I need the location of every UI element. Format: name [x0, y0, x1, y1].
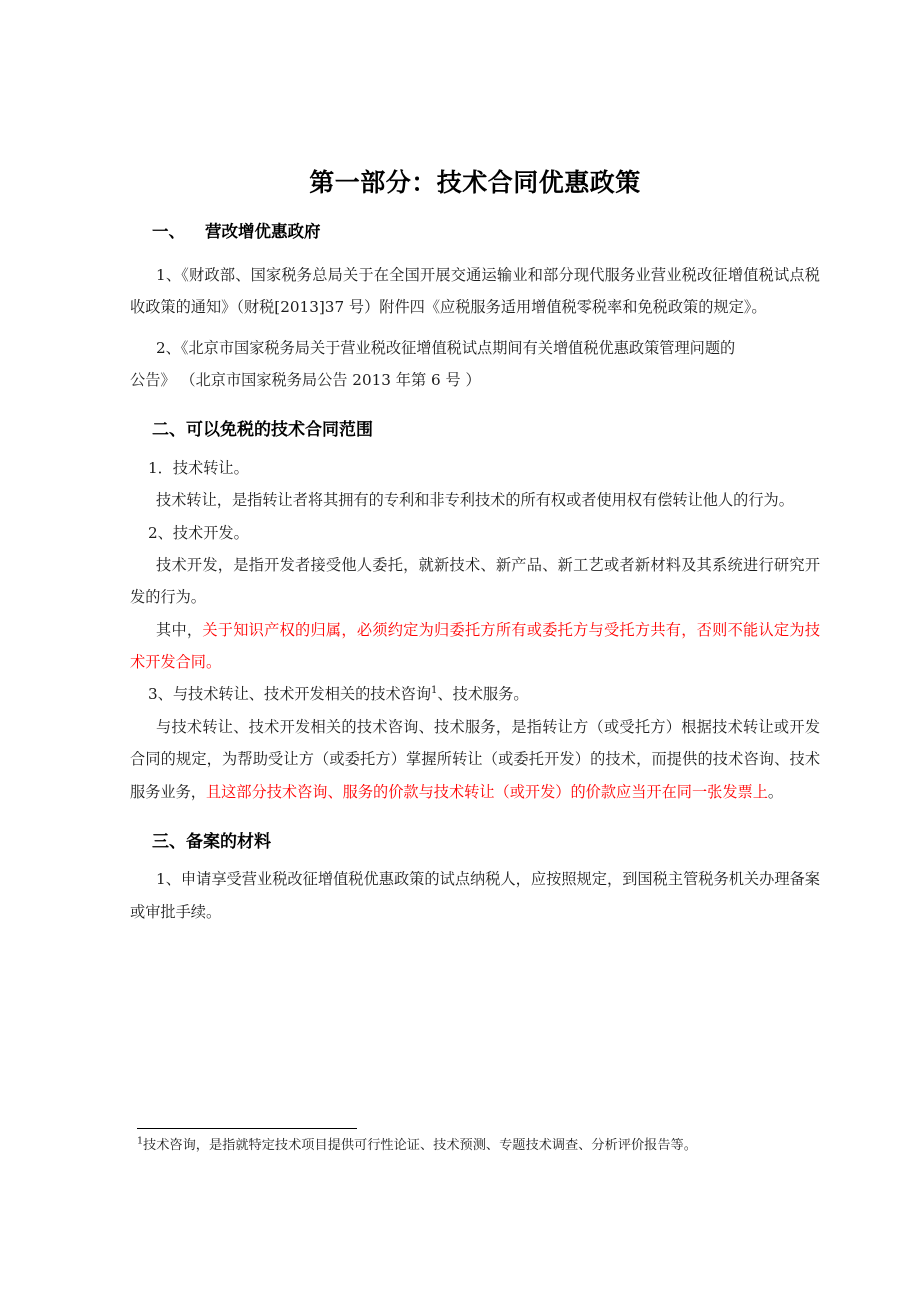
note-highlight-text: 关于知识产权的归属，必须约定为归委托方所有或委托方与受托方共有，否则不能认定为技术开发合同。	[130, 620, 820, 671]
page-title: 第一部分：技术合同优惠政策	[309, 168, 641, 197]
section-2-item-2-body: 技术开发，是指开发者接受他人委托，就新技术、新产品、新工艺或者新材料及其系统进行研究开发的行为。	[130, 555, 820, 607]
section-3-heading: 三、备案的材料	[152, 831, 271, 852]
section-1-heading	[130, 220, 820, 245]
section-1-item-2-line-1: 2、《北京市国家税务局关于营业税改征增值税试点期间有关增值税优惠政策管理问题的	[156, 338, 736, 357]
section-2-item-2-title: 2、技术开发。	[148, 523, 249, 542]
footnote-reference-marker[interactable]: 1	[431, 685, 438, 697]
spacer	[130, 245, 820, 259]
section-1-number: 一、	[152, 222, 185, 241]
spacer	[130, 444, 820, 452]
section-2-item-3-title	[130, 678, 820, 710]
section-1-item-1: 1、《财政部、国家税务总局关于在全国开展交通运输业和部分现代服务业营业税改征增值税试点税收政策的通知》（财税[2013]37 号）附件四《应税服务适用增值税零税率和免税政策的规定》。	[130, 265, 820, 317]
footnote-entry	[137, 1136, 787, 1156]
section-2-heading: 二、可以免税的技术合同范围	[152, 420, 373, 441]
spacer	[130, 808, 820, 830]
item-3-body-lead-text: 与技术转让、技术开发相关的技术咨询、技术服务，是指转让方（或受托方）根据技术转让或开发合同的规定，为帮助受让方（或委托方）掌握所转让（或委托开发）的技术，而提供的技术咨询、技术服务业务，	[130, 717, 820, 801]
spacer	[130, 198, 820, 220]
spacer	[130, 396, 820, 418]
footnote-separator-rule	[137, 1128, 357, 1129]
item-3-body-highlight-text: 且这部分技术咨询、服务的价款与技术转让（或开发）的价款应当开在同一张发票上	[205, 782, 768, 801]
footnote-area	[137, 1128, 827, 1156]
section-3-item-1: 1、申请享受营业税改征增值税优惠政策的试点纳税人，应按照规定，到国税主管税务机关办理备案或审批手续。	[130, 870, 820, 921]
spacer	[130, 855, 820, 863]
item-3-title-part-a: 3、与技术转让、技术开发相关的技术咨询	[148, 685, 432, 704]
section-1-item-2-line-2: 公告》 （北京市国家税务局公告 2013 年第 6 号 ）	[130, 370, 481, 389]
item-3-title-part-b: 、技术服务。	[437, 685, 529, 704]
section-2-item-2-note	[130, 614, 820, 679]
section-2-item-1-title: 1．技术转让。	[148, 458, 249, 477]
footnote-body-text: 技术咨询，是指就特定技术项目提供可行性论证、技术预测、专题技术调查、分析评价报告等。	[143, 1138, 697, 1153]
section-2-item-3-body	[130, 711, 820, 808]
note-lead-text: 其中，	[156, 620, 203, 639]
footnote-marker: 1	[137, 1135, 144, 1147]
page-content	[130, 0, 820, 928]
item-3-body-tail-text: 。	[767, 782, 784, 801]
section-1-heading-text: 营改增优惠政府	[205, 222, 321, 241]
section-2-item-1-body: 技术转让，是指转让者将其拥有的专利和非专利技术的所有权或者使用权有偿转让他人的行为。	[156, 491, 794, 510]
spacer	[130, 324, 820, 332]
